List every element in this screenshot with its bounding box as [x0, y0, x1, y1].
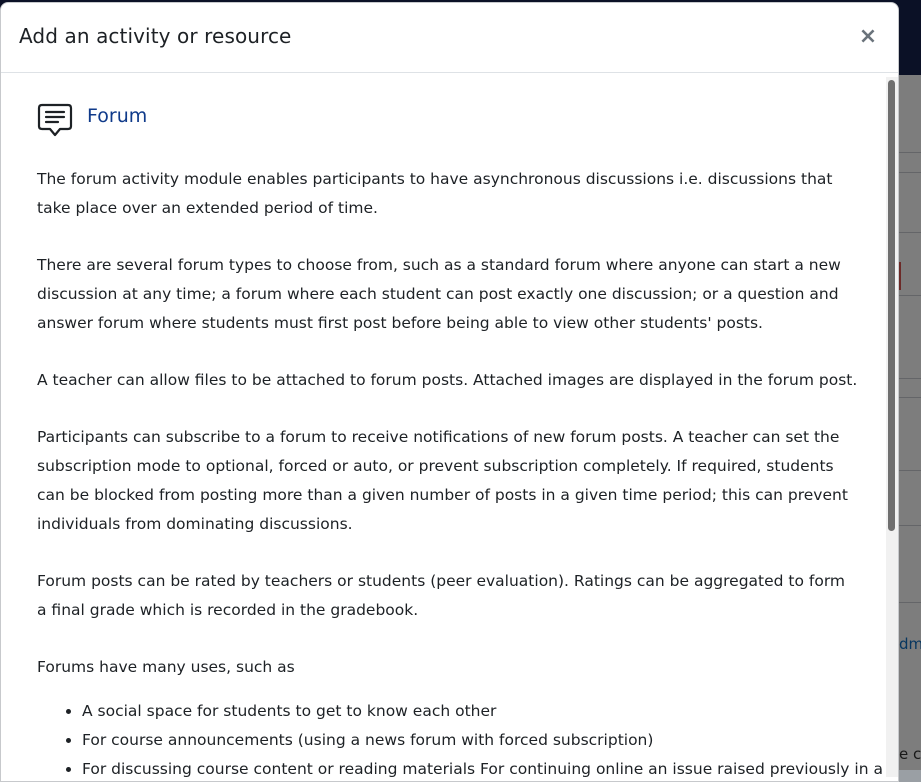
list-item: • For discussing course content or reading materials For continuing online an issue raised previously in a — [82, 755, 859, 782]
list-item: • For course announcements (using a news forum with forced subscription) — [82, 726, 859, 755]
description-paragraph: The forum activity module enables participants to have asynchronous discussions i.e. discussions that take place over an extended period of time. — [37, 170, 833, 217]
modal-scrollbar-thumb[interactable] — [888, 80, 895, 531]
module-description — [37, 165, 883, 782]
add-activity-modal — [0, 2, 899, 782]
modal-title: Add an activity or resource — [19, 24, 292, 48]
description-paragraph: A teacher can allow files to be attached to forum posts. Attached images are displayed in the forum post. — [37, 371, 858, 389]
list-item: • A social space for students to get to know each other — [82, 697, 859, 726]
description-paragraph: Forums have many uses, such as — [37, 658, 295, 676]
forum-chat-icon — [37, 102, 73, 138]
description-paragraph: Forum posts can be rated by teachers or students (peer evaluation). Ratings can be aggregated to form a final grade which is recorded in the gradebook. — [37, 572, 846, 619]
module-name-link[interactable]: Forum — [87, 105, 148, 127]
modal-body — [1, 73, 898, 781]
module-header — [37, 102, 437, 138]
description-paragraph: There are several forum types to choose from, such as a standard forum where anyone can start a new discussion at any time; a forum where each student can post exactly one discussion; or a question and answer forum where students must first post before being able to view other students' posts. — [37, 256, 841, 332]
uses-list — [37, 697, 883, 782]
close-button[interactable]: × — [858, 24, 878, 49]
modal-header — [1, 3, 898, 73]
description-paragraph: Participants can subscribe to a forum to receive notifications of new forum posts. A teacher can set the subscription mode to optional, forced or auto, or prevent subscription completely. If required, students can be blocked from posting more than a given number of posts in a given time period; this can prevent individuals from dominating discussions. — [37, 428, 848, 533]
